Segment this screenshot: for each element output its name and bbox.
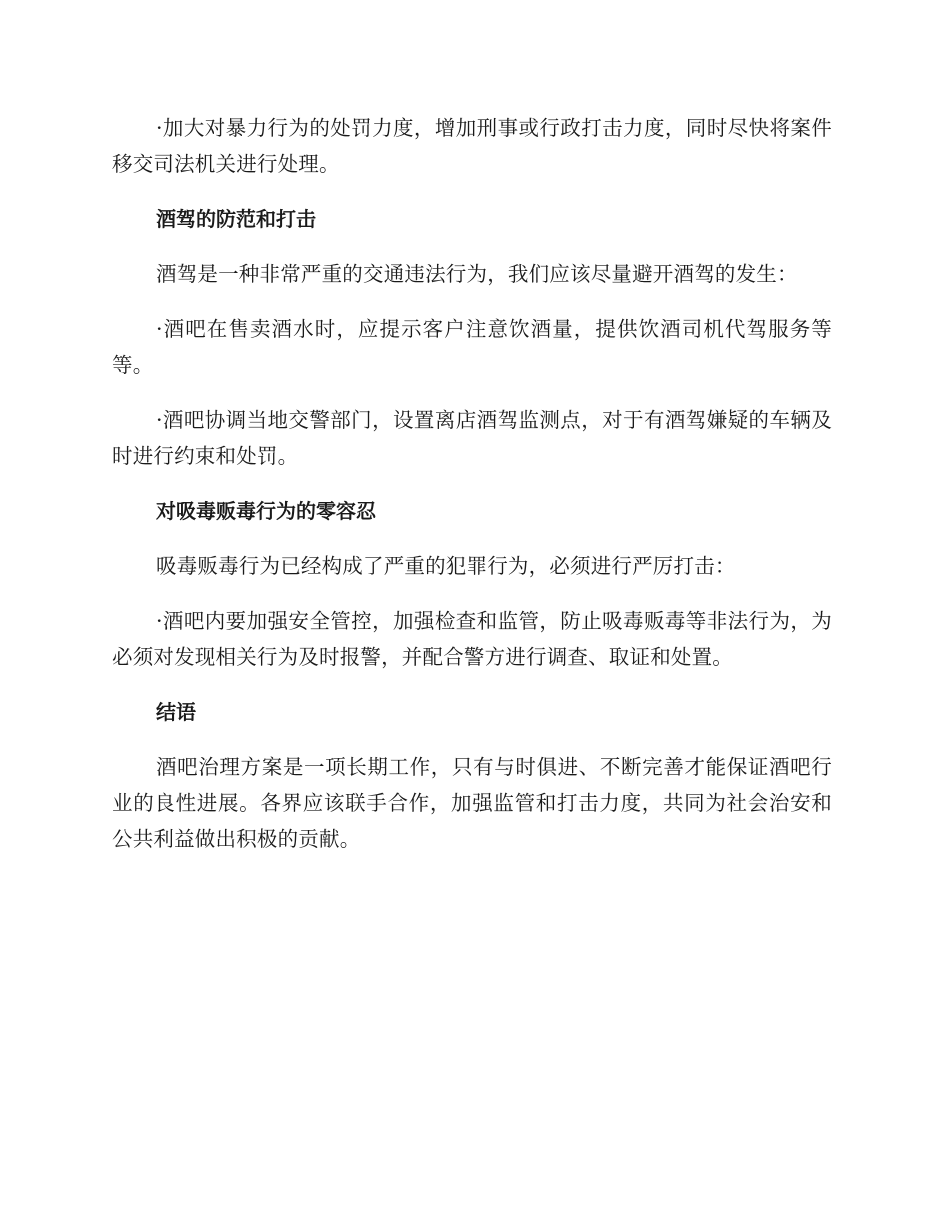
section-heading-conclusion: 结语	[156, 700, 196, 724]
bullet-paragraph-checkpoint: ·酒吧协调当地交警部门，设置离店酒驾监测点，对于有酒驾嫌疑的车辆及时进行约束和处罚。	[112, 408, 832, 468]
bullet-paragraph-violence-penalty: ·加大对暴力行为的处罚力度，增加刑事或行政打击力度，同时尽快将案件移交司法机关进行处理。	[112, 116, 832, 176]
paragraph-drugs-intro: 吸毒贩毒行为已经构成了严重的犯罪行为，必须进行严厉打击：	[156, 554, 736, 578]
bullet-paragraph-security-control: ·酒吧内要加强安全管控，加强检查和监管，防止吸毒贩毒等非法行为，为必须对发现相关行为及时报警，并配合警方进行调查、取证和处置。	[112, 609, 832, 669]
document-page	[112, 110, 832, 876]
section-heading-drugs: 对吸毒贩毒行为的零容忍	[156, 499, 376, 523]
bullet-paragraph-designated-driver: ·酒吧在售卖酒水时，应提示客户注意饮酒量，提供饮酒司机代驾服务等等。	[112, 317, 832, 377]
section-heading-drunk-driving: 酒驾的防范和打击	[156, 207, 316, 231]
paragraph-conclusion: 酒吧治理方案是一项长期工作，只有与时俱进、不断完善才能保证酒吧行业的良性进展。各界应该联手合作，加强监管和打击力度，共同为社会治安和公共利益做出积极的贡献。	[112, 755, 832, 851]
paragraph-drunk-driving-intro: 酒驾是一种非常严重的交通违法行为，我们应该尽量避开酒驾的发生：	[156, 262, 798, 286]
